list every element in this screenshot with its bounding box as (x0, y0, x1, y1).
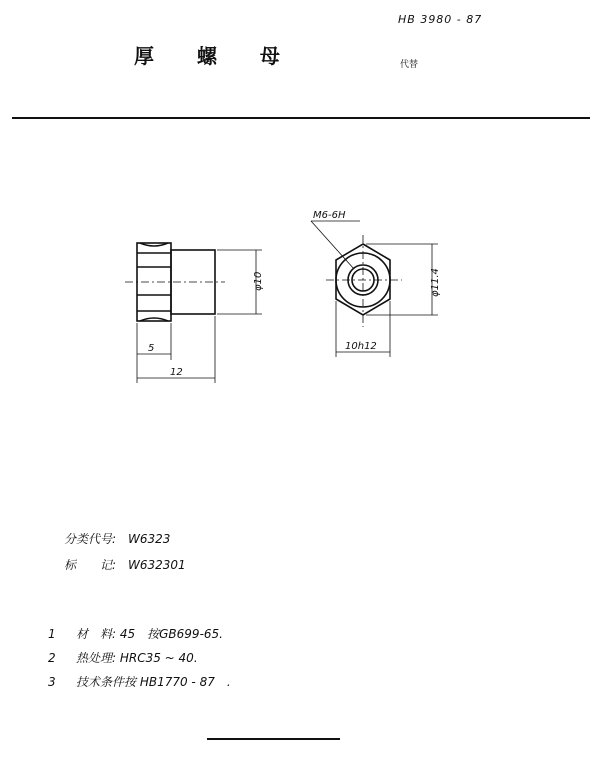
note-text: 材 料: 45 按GB699-65. (76, 627, 223, 641)
total-length-dimension: 12 (170, 367, 183, 378)
mark-label: 标 记: (64, 558, 117, 572)
note-number: 1 (48, 627, 56, 641)
technical-drawing (110, 195, 470, 395)
head-length-dimension: 5 (148, 343, 155, 354)
category-row (64, 530, 170, 547)
standard-number: HB 3980 - 87 (398, 13, 483, 26)
replaces-label: 代替 (400, 60, 419, 70)
note-text: 热处理: HRC35 ~ 40. (76, 651, 198, 665)
header-divider (12, 117, 590, 119)
note-item (48, 673, 231, 690)
note-item (48, 649, 198, 666)
category-label: 分类代号: (64, 532, 117, 546)
page-title: 厚 螺 母 (134, 44, 298, 68)
mark-row (64, 556, 186, 573)
note-item (48, 625, 223, 642)
mark-value: W632301 (128, 558, 186, 572)
footer-divider (207, 738, 340, 740)
across-corners-dimension: φ11.4 (430, 268, 441, 297)
diameter-dimension: φ10 (253, 271, 264, 291)
note-text: 技术条件按 HB1770 - 87 . (76, 675, 231, 689)
across-flats-dimension: 10h12 (345, 341, 377, 352)
note-number: 2 (48, 651, 56, 665)
note-number: 3 (48, 675, 56, 689)
thread-callout: M6-6H (313, 210, 346, 221)
category-value: W6323 (128, 532, 171, 546)
